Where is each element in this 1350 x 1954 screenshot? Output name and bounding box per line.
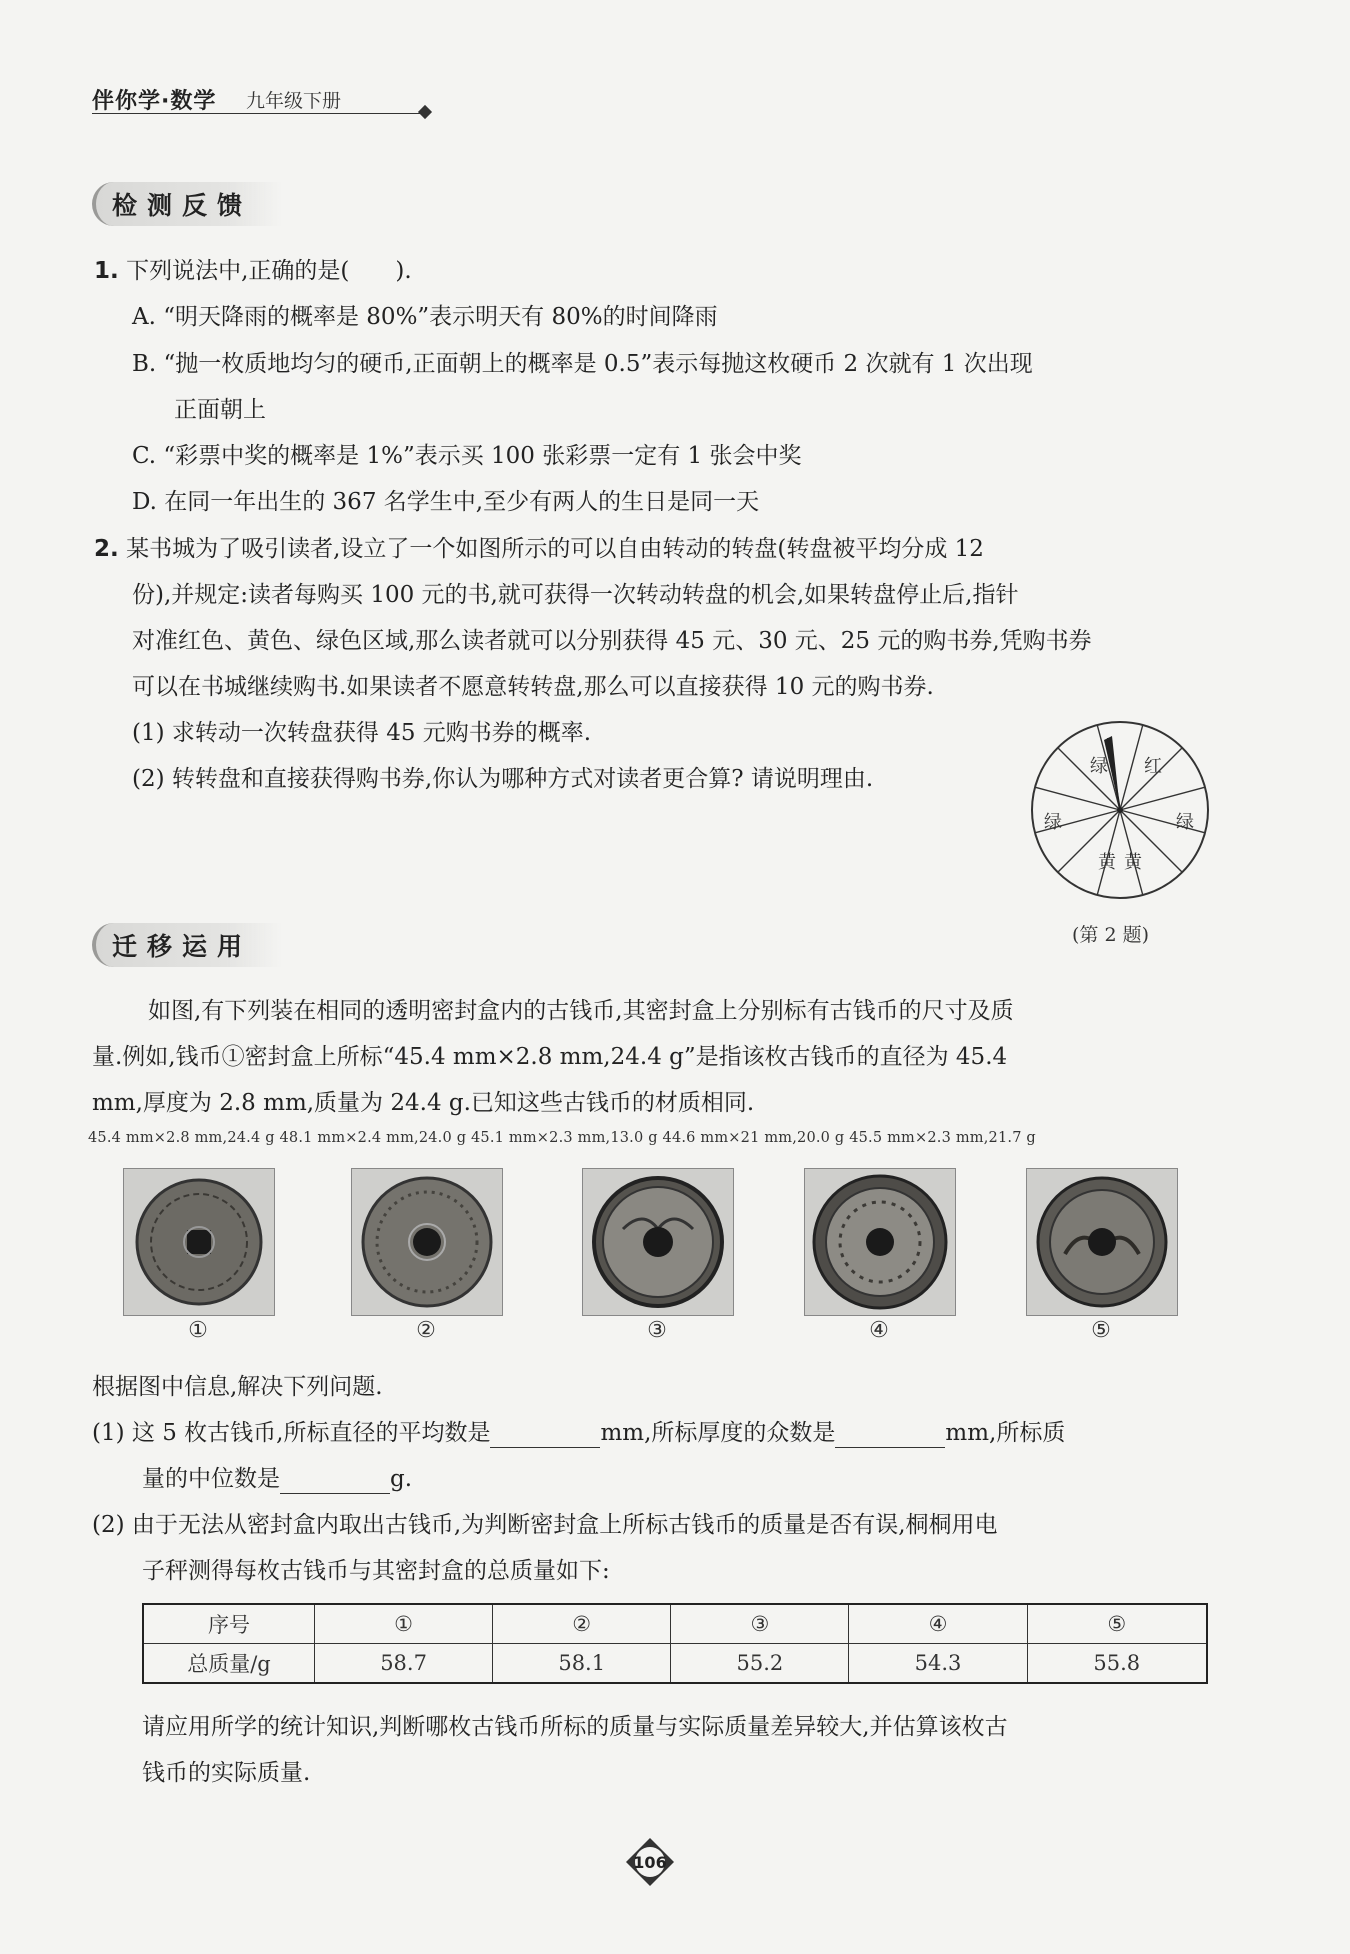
q1-number: 1. [94, 258, 119, 284]
coin-2-number: ② [416, 1318, 436, 1343]
spinner-division-line [1120, 725, 1143, 810]
table-cell: 58.1 [493, 1644, 671, 1684]
q3-p1-text-a: (1) 这 5 枚古钱币,所标直径的平均数是 [92, 1420, 491, 1446]
q1-line [94, 256, 412, 286]
table-cell: 55.8 [1027, 1644, 1207, 1684]
table-row [143, 1644, 1207, 1684]
spinner-division-line [1035, 787, 1120, 810]
q3-p1-text-e: g. [390, 1466, 413, 1492]
spinner-label-yellow-1: 黄 [1098, 852, 1116, 873]
book-title: 伴你学·数学 [92, 89, 217, 114]
figure-caption: (第 2 题) [1072, 924, 1149, 946]
q1-option-b: B. “抛一枚质地均匀的硬币,正面朝上的概率是 0.5”表示每抛这枚硬币 2 次就有 1 次出现 [132, 351, 1033, 377]
q2-number: 2. [94, 536, 119, 562]
q3-lead: 根据图中信息,解决下列问题. [92, 1374, 383, 1400]
answer-blank-mass-median[interactable] [280, 1469, 390, 1494]
coin-4-image [804, 1168, 956, 1316]
spinner-label-green-top: 绿 [1090, 756, 1108, 777]
q3-intro-3: mm,厚度为 2.8 mm,质量为 24.4 g.已知这些古钱币的材质相同. [92, 1090, 755, 1116]
answer-blank-thickness-mode[interactable] [835, 1423, 945, 1448]
page-number-badge [625, 1837, 675, 1887]
answer-blank-diameter-mean[interactable] [490, 1423, 600, 1448]
spinner-division-line [1120, 787, 1205, 810]
q3-final-1: 请应用所学的统计知识,判断哪枚古钱币所标的质量与实际质量差异较大,并估算该枚古 [142, 1714, 1008, 1740]
q1-option-a: A. “明天降雨的概率是 80%”表示明天有 80%的时间降雨 [132, 304, 718, 330]
table-cell: 总质量/g [143, 1644, 315, 1684]
header-rule [92, 113, 422, 114]
q3-part-1-line-2 [142, 1464, 412, 1494]
mass-table [142, 1603, 1208, 1684]
spinner-figure [1028, 718, 1212, 902]
q2-line-4: 可以在书城继续购书.如果读者不愿意转转盘,那么可以直接获得 10 元的购书券. [132, 674, 934, 700]
q3-p1-text-c: mm,所标质 [945, 1420, 1066, 1446]
q2-part-2: (2) 转转盘和直接获得购书券,你认为哪种方式对读者更合算? 请说明理由. [132, 766, 874, 792]
coin-3-number: ③ [647, 1318, 667, 1343]
q2-line-1 [94, 534, 984, 564]
q3-intro-1: 如图,有下列装在相同的透明密封盒内的古钱币,其密封盒上分别标有古钱币的尺寸及质 [148, 998, 1014, 1024]
header-diamond-icon [418, 105, 432, 119]
section-banner-feedback: 检测反馈 [92, 182, 282, 226]
table-header-cell: ③ [671, 1604, 849, 1644]
q1-option-d: D. 在同一年出生的 367 名学生中,至少有两人的生日是同一天 [132, 489, 760, 515]
spinner-label-green-right: 绿 [1176, 812, 1194, 833]
coin-4-number: ④ [869, 1318, 889, 1343]
q3-intro-2: 量.例如,钱币①密封盒上所标“45.4 mm×2.8 mm,24.4 g”是指该枚古钱币的直径为 45.4 [92, 1044, 1008, 1070]
q1-stem: 下列说法中,正确的是( ). [126, 258, 412, 284]
table-header-row [143, 1604, 1207, 1644]
coin-5-number: ⑤ [1091, 1318, 1111, 1343]
coin-2-image [351, 1168, 503, 1316]
q3-part-2-line-2: 子秤测得每枚古钱币与其密封盒的总质量如下: [142, 1558, 610, 1584]
q1-option-c: C. “彩票中奖的概率是 1%”表示买 100 张彩票一定有 1 张会中奖 [132, 443, 802, 469]
coin-5-image [1026, 1168, 1178, 1316]
spinner-label-yellow-2: 黄 [1124, 852, 1142, 873]
q2-line-3: 对准红色、黄色、绿色区域,那么读者就可以分别获得 45 元、30 元、25 元的购书券,凭购书券 [132, 628, 1092, 654]
table-header-cell: ① [315, 1604, 493, 1644]
table-header-cell: ⑤ [1027, 1604, 1207, 1644]
coin-3-image [582, 1168, 734, 1316]
q3-p1-text-b: mm,所标厚度的众数是 [600, 1420, 836, 1446]
table-cell: 54.3 [849, 1644, 1027, 1684]
q3-part-1-line-1 [92, 1418, 1065, 1448]
coin-1-image [123, 1168, 275, 1316]
table-cell: 55.2 [671, 1644, 849, 1684]
spinner-label-green-left: 绿 [1044, 812, 1062, 833]
q2-part-1: (1) 求转动一次转盘获得 45 元购书券的概率. [132, 720, 592, 746]
q2-line-2: 份),并规定:读者每购买 100 元的书,就可获得一次转动转盘的机会,如果转盘停止后,指针 [132, 582, 1019, 608]
table-cell: 58.7 [315, 1644, 493, 1684]
section-banner-application: 迁移运用 [92, 923, 282, 967]
q3-p1-text-d: 量的中位数是 [142, 1466, 280, 1492]
coin-1-number: ① [188, 1318, 208, 1343]
q3-part-2-line-1: (2) 由于无法从密封盒内取出古钱币,为判断密封盒上所标古钱币的质量是否有误,桐桐用电 [92, 1512, 998, 1538]
page-number: 106 [633, 1853, 667, 1872]
q3-final-2: 钱币的实际质量. [142, 1760, 311, 1786]
table-header-cell: ④ [849, 1604, 1027, 1644]
q2-text-1: 某书城为了吸引读者,设立了一个如图所示的可以自由转动的转盘(转盘被平均分成 12 [126, 536, 984, 562]
coin-spec-labels: 45.4 mm×2.8 mm,24.4 g 48.1 mm×2.4 mm,24.0 g 45.1 mm×2.3 mm,13.0 g 44.6 mm×21 mm,20.0 g 45.5 mm×2.3 mm,21.7 g [88, 1130, 1036, 1146]
spinner-label-red: 红 [1144, 756, 1162, 777]
spinner-center [1117, 807, 1123, 813]
q1-option-b-cont: 正面朝上 [174, 397, 266, 423]
grade-label: 九年级下册 [246, 90, 342, 112]
table-header-cell: ② [493, 1604, 671, 1644]
table-header-cell: 序号 [143, 1604, 315, 1644]
